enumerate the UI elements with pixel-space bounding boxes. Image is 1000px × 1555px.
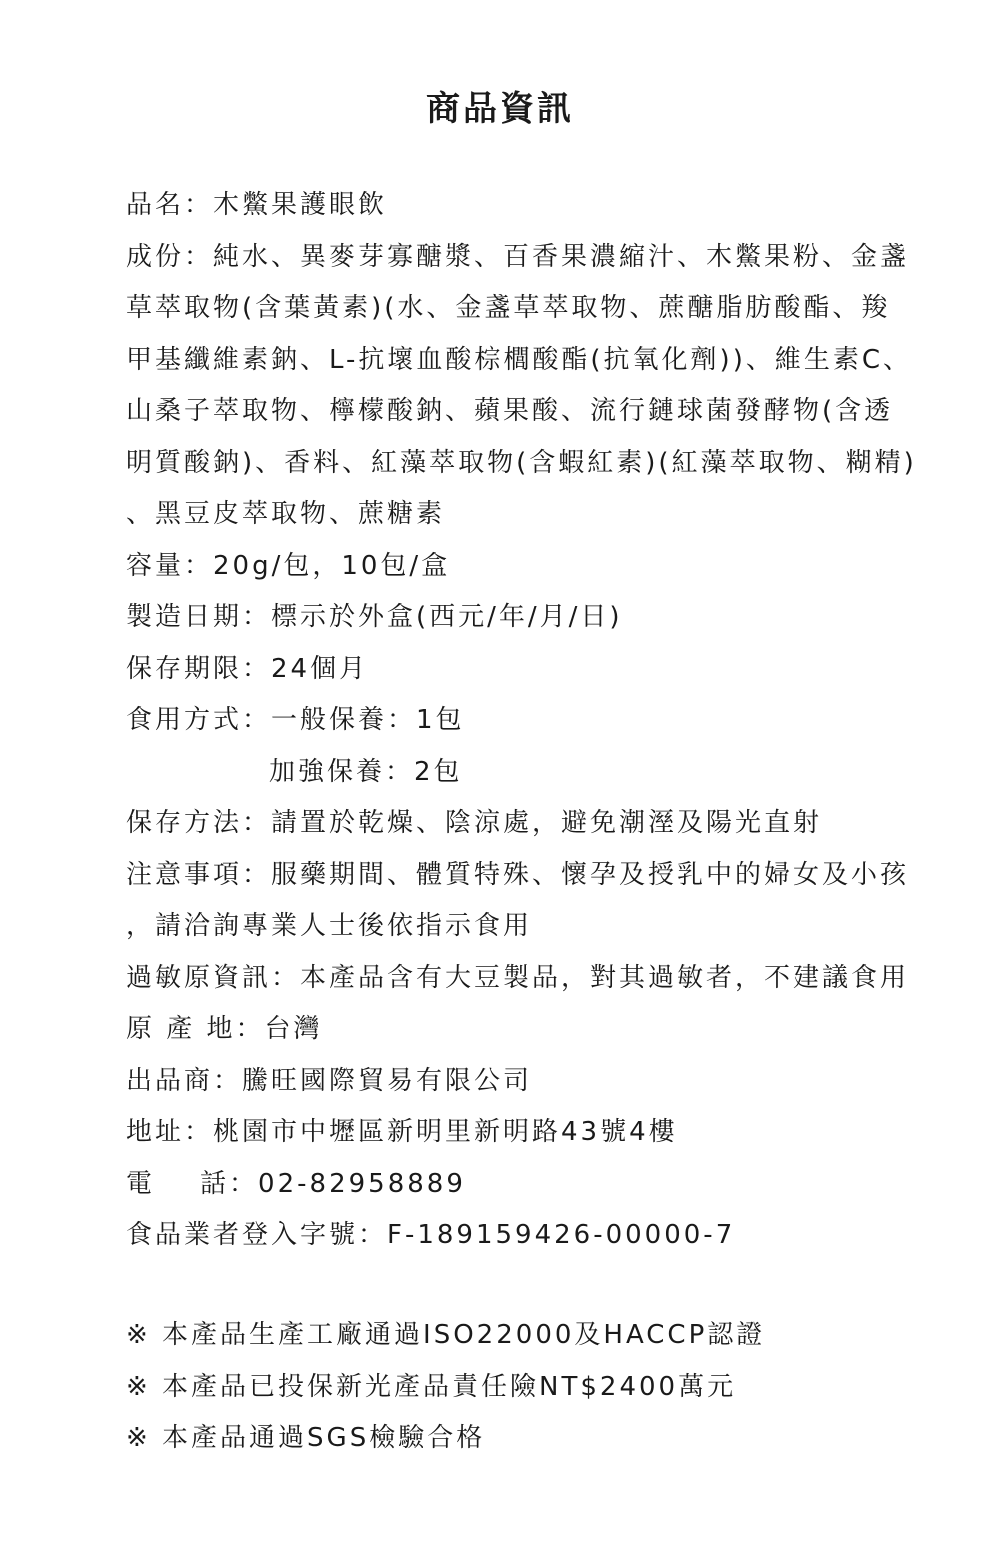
manufacture-date-line: 製造日期：標示於外盒(西元/年/月/日) bbox=[126, 602, 623, 632]
ingredients-line: 草萃取物(含葉黃素)(水、金盞草萃取物、蔗醣脂肪酸酯、羧 bbox=[126, 293, 891, 323]
usage-line: 食用方式：一般保養：1包 bbox=[126, 705, 465, 735]
phone-line: 電 話：02-82958889 bbox=[126, 1168, 466, 1199]
shelf-life-line: 保存期限：24個月 bbox=[126, 653, 369, 684]
precautions-line: ，請洽詢專業人士後依指示食用 bbox=[126, 911, 533, 941]
page-title: 商品資訊 bbox=[426, 89, 574, 129]
note-line: ※ 本產品生產工廠通過ISO22000及HACCP認證 bbox=[126, 1320, 766, 1350]
address-line: 地址：桃園市中壢區新明里新明路43號4樓 bbox=[126, 1117, 678, 1147]
certification-notes bbox=[126, 1310, 901, 1465]
ingredients-line: 明質酸鈉)、香料、紅藻萃取物(含蝦紅素)(紅藻萃取物、糊精) bbox=[126, 447, 917, 478]
ingredients-line: 成份：純水、異麥芽寡醣漿、百香果濃縮汁、木鱉果粉、金盞 bbox=[126, 241, 910, 272]
usage-line-extra: 加強保養：2包 bbox=[269, 756, 463, 787]
product-details bbox=[126, 180, 917, 1262]
capacity-line: 容量：20g/包，10包/盒 bbox=[126, 550, 451, 581]
allergen-line: 過敏原資訊：本產品含有大豆製品，對其過敏者，不建議食用 bbox=[126, 962, 910, 993]
storage-line: 保存方法：請置於乾燥、陰涼處，避免潮溼及陽光直射 bbox=[126, 808, 823, 838]
manufacturer-line: 出品商：騰旺國際貿易有限公司 bbox=[126, 1065, 533, 1096]
note-line: ※ 本產品已投保新光產品責任險NT$2400萬元 bbox=[126, 1371, 737, 1402]
product-name-line: 品名：木鱉果護眼飲 bbox=[126, 190, 388, 220]
precautions-line: 注意事項：服藥期間、體質特殊、懷孕及授乳中的婦女及小孩 bbox=[126, 859, 910, 890]
ingredients-line: 甲基纖維素鈉、L-抗壞血酸棕櫚酸酯(抗氧化劑))、維生素C、 bbox=[126, 344, 912, 375]
registration-number-line: 食品業者登入字號：F-189159426-00000-7 bbox=[126, 1220, 736, 1250]
origin-line: 原 產 地：台灣 bbox=[126, 1014, 323, 1044]
ingredients-line: 山桑子萃取物、檸檬酸鈉、蘋果酸、流行鏈球菌發酵物(含透 bbox=[126, 396, 894, 426]
ingredients-line: 、黑豆皮萃取物、蔗糖素 bbox=[126, 499, 446, 529]
note-line: ※ 本產品通過SGS檢驗合格 bbox=[126, 1423, 486, 1453]
